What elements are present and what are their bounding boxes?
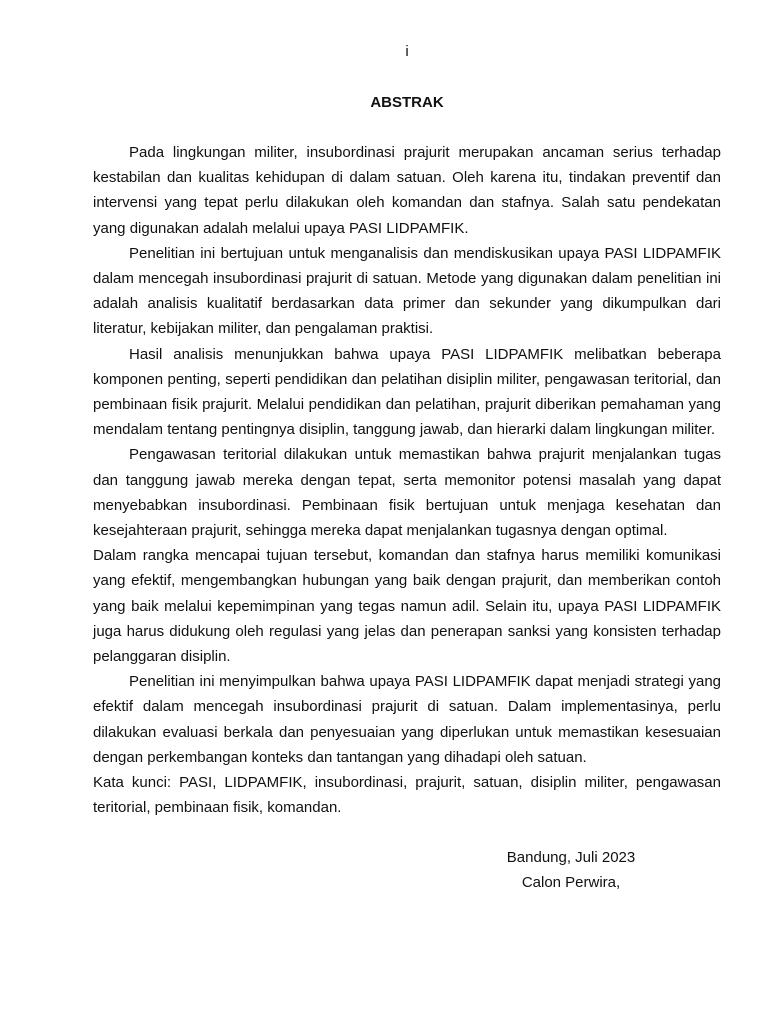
paragraph-supervision: Pengawasan teritorial dilakukan untuk memastikan bahwa prajurit menjalankan tugas dan tanggung jawab mereka dengan tepat, serta memonitor potensi masalah yang dapat menyebabkan insubordinasi. Pembinaan fisik bertujuan untuk menjaga kesehatan dan kesejahteraan prajurit, sehingga mereka dapat menjalankan tugasnya dengan optimal. bbox=[93, 446, 721, 540]
page-title: ABSTRAK bbox=[370, 94, 444, 111]
paragraph-conclusion: Penelitian ini menyimpulkan bahwa upaya PASI LIDPAMFIK dapat menjadi strategi yang efektif dalam mencegah insubordinasi prajurit di satuan. Dalam implementasinya, perlu dilakukan evaluasi berkala dan penyesuaian yang diperlukan untuk memastikan kesesuaian dengan perkembangan konteks dan tantangan yang dihadapi oleh satuan. bbox=[93, 673, 721, 766]
abstract-body bbox=[93, 140, 721, 820]
page-number: i bbox=[405, 43, 409, 60]
paragraph-purpose: Penelitian ini bertujuan untuk menganalisis dan mendiskusikan upaya PASI LIDPAMFIK dalam mencegah insubordinasi prajurit di satuan. Metode yang digunakan dalam penelitian ini adalah analisis kualitatif berdasarkan data primer dan sekunder yang dikumpulkan dari literatur, kebijakan militer, dan pengalaman praktisi. bbox=[93, 244, 721, 338]
signature-role: Calon Perwira, bbox=[521, 874, 621, 891]
signature-place-date: Bandung, Juli 2023 bbox=[506, 849, 636, 866]
paragraph-leadership: Dalam rangka mencapai tujuan tersebut, komandan dan stafnya harus memiliki komunikasi yang efektif, mengembangkan hubungan yang baik dengan prajurit, dan memberikan contoh yang baik melalui kepemimpinan yang tegas namun adil. Selain itu, upaya PASI LIDPAMFIK juga harus didukung oleh regulasi yang jelas dan penerapan sanksi yang konsisten terhadap pelanggaran disiplin. bbox=[93, 547, 721, 666]
signature-block bbox=[480, 845, 662, 895]
keywords: Kata kunci: PASI, LIDPAMFIK, insubordinasi, prajurit, satuan, disiplin militer, pengawasan teritorial, pembinaan fisik, komandan. bbox=[93, 774, 721, 817]
paragraph-results: Hasil analisis menunjukkan bahwa upaya PASI LIDPAMFIK melibatkan beberapa komponen penting, seperti pendidikan dan pelatihan disiplin militer, pengawasan teritorial, dan pembinaan fisik prajurit. Melalui pendidikan dan pelatihan, prajurit diberikan pemahaman yang mendalam tentang pentingnya disiplin, tanggung jawab, dan hierarki dalam lingkungan militer. bbox=[93, 345, 721, 439]
paragraph-intro: Pada lingkungan militer, insubordinasi prajurit merupakan ancaman serius terhadap kestabilan dan kualitas kehidupan di dalam satuan. Oleh karena itu, tindakan preventif dan intervensi yang tepat perlu dilakukan oleh komandan dan stafnya. Salah satu pendekatan yang digunakan adalah melalui upaya PASI LIDPAMFIK. bbox=[93, 144, 721, 237]
